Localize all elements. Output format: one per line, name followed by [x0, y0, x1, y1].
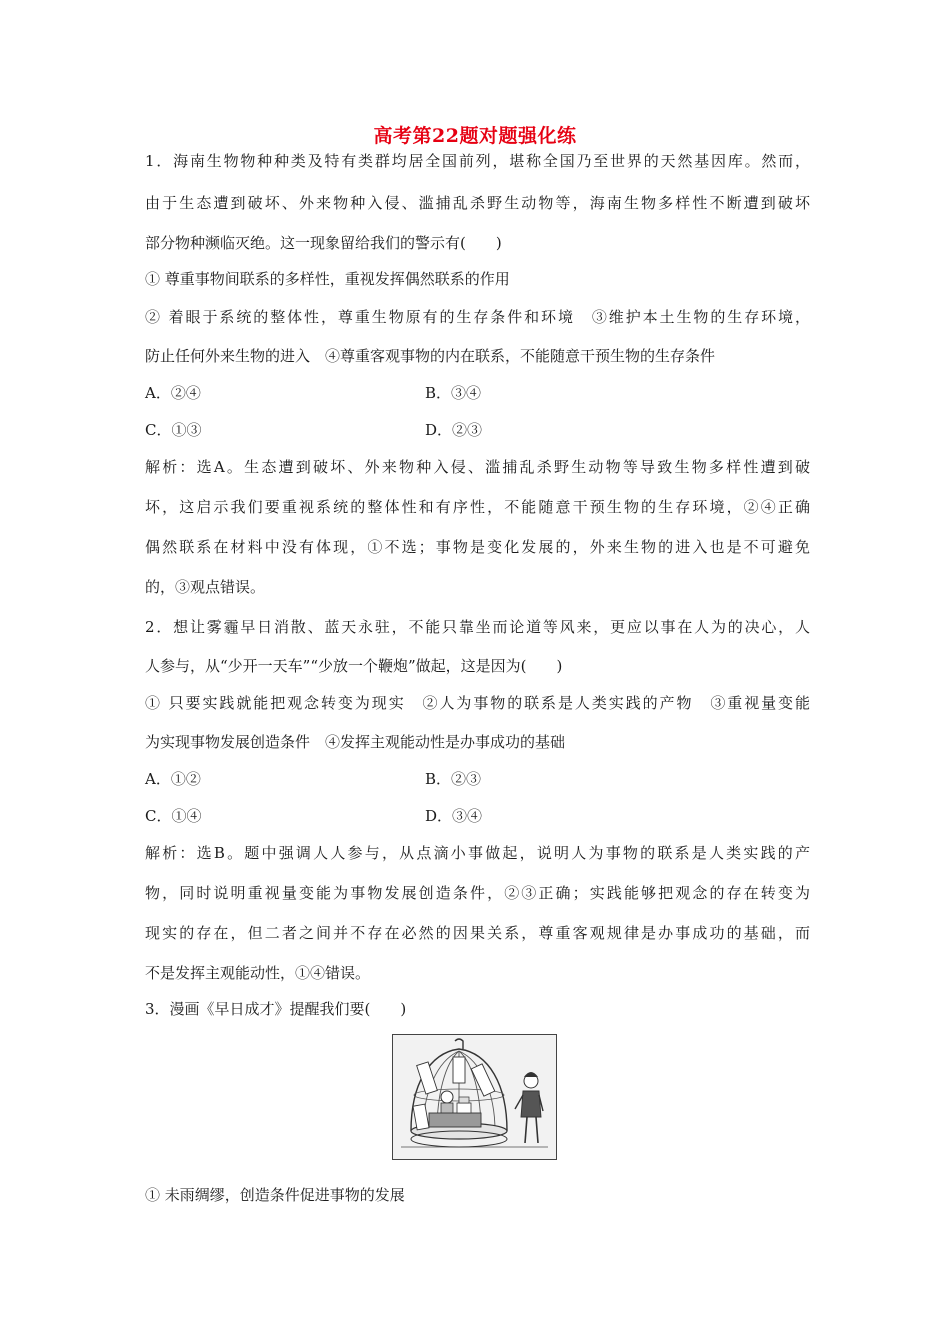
q2-statement-1-3: ① 只要实践就能把观念转变为现实 ②人为事物的联系是人类实践的产物 ③重视量变能	[145, 694, 810, 712]
q1-option-c: C．①③	[145, 421, 202, 439]
q1-analysis-line-2: 坏，这启示我们要重视系统的整体性和有序性，不能随意干预生物的生存环境，②④正确	[145, 498, 810, 516]
q2-analysis-line-2: 物，同时说明重视量变能为事物发展创造条件，②③正确；实践能够把观念的存在转变为	[145, 884, 810, 902]
q2-option-a: A．①②	[145, 770, 201, 788]
q2-statement-3-4: 为实现事物发展创造条件 ④发挥主观能动性是办事成功的基础	[145, 733, 566, 751]
q2-option-d: D．③④	[425, 807, 483, 825]
q1-stem-line-1: 1．海南生物物种种类及特有类群均居全国前列，堪称全国乃至世界的天然基因库。然而，	[145, 152, 810, 170]
q3-statement-1: ① 未雨绸缪，创造条件促进事物的发展	[145, 1186, 405, 1204]
q2-stem-line-2: 人参与，从“少开一天车”“少放一个鞭炮”做起，这是因为( )	[145, 657, 563, 675]
q1-option-b: B．③④	[425, 384, 482, 402]
q2-option-b: B．②③	[425, 770, 482, 788]
q1-statement-2-3: ② 着眼于系统的整体性，尊重生物原有的生存条件和环境 ③维护本土生物的生存环境，	[145, 308, 810, 326]
q1-analysis-line-3: 偶然联系在材料中没有体现，①不选；事物是变化发展的，外来生物的进入也是不可避免	[145, 538, 810, 556]
q1-analysis-line-1: 解析：选A。生态遭到破坏、外来物种入侵、滥捕乱杀野生动物等导致生物多样性遭到破	[145, 458, 810, 476]
q1-statement-1: ① 尊重事物间联系的多样性，重视发挥偶然联系的作用	[145, 270, 510, 288]
birdcage-cartoon-illustration	[393, 1035, 556, 1159]
q2-analysis-line-4: 不是发挥主观能动性，①④错误。	[145, 964, 371, 982]
q1-option-d: D．②③	[425, 421, 483, 439]
page-title: 高考第22题对题强化练	[373, 125, 577, 147]
q2-analysis-line-3: 现实的存在，但二者之间并不存在必然的因果关系，尊重客观规律是办事成功的基础，而	[145, 924, 810, 942]
q2-stem-line-1: 2．想让雾霾早日消散、蓝天永驻，不能只靠坐而论道等风来，更应以事在人为的决心，人	[145, 618, 810, 636]
q2-option-c: C．①④	[145, 807, 202, 825]
cartoon-image	[392, 1034, 557, 1160]
q1-stem-line-3: 部分物种濒临灭绝。这一现象留给我们的警示有( )	[145, 234, 502, 252]
q1-analysis-line-4: 的，③观点错误。	[145, 578, 266, 596]
q3-stem-line-1: 3．漫画《早日成才》提醒我们要( )	[145, 1000, 407, 1018]
q1-option-a: A．②④	[145, 384, 201, 402]
q1-stem-line-2: 由于生态遭到破坏、外来物种入侵、滥捕乱杀野生动物等，海南生物多样性不断遭到破坏	[145, 194, 810, 212]
q2-analysis-line-1: 解析：选B。题中强调人人参与，从点滴小事做起，说明人为事物的联系是人类实践的产	[145, 844, 810, 862]
q1-statement-3-4: 防止任何外来生物的进入 ④尊重客观事物的内在联系，不能随意干预生物的生存条件	[145, 347, 716, 365]
